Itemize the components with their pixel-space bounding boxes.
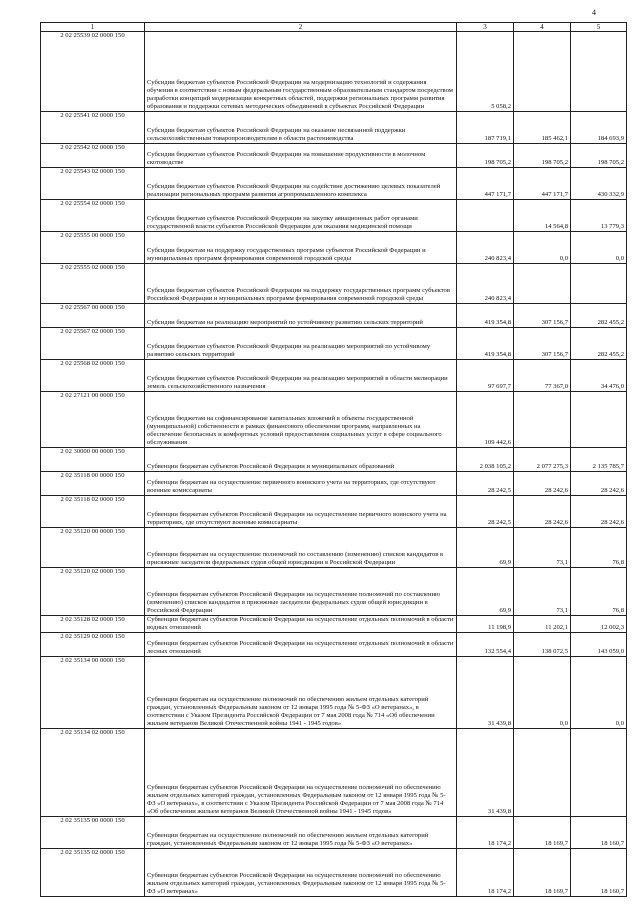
row-value-col4: 18 169,7	[514, 848, 571, 896]
row-name: Субсидии бюджетам на реализацию мероприятий по устойчивому развитию сельских территорий	[145, 304, 457, 328]
row-value-col5: 12 002,3	[571, 616, 627, 633]
row-value-col5: 184 693,9	[571, 112, 627, 144]
row-code: 2 02 25568 02 0000 150	[41, 360, 145, 392]
row-name: Субсидии бюджетам субъектов Российской Федерации на повышение продуктивности в молочном скотоводстве	[145, 144, 457, 168]
row-value-col5: 18 160,7	[571, 816, 627, 848]
row-code: 2 02 35128 02 0000 150	[41, 616, 145, 633]
row-value-col5: 34 476,0	[571, 360, 627, 392]
row-value-col3: 198 705,2	[457, 144, 514, 168]
table-row	[41, 360, 627, 392]
row-value-col5	[571, 392, 627, 448]
row-code: 2 02 25539 02 0000 150	[41, 32, 145, 112]
table-row	[41, 472, 627, 496]
row-name: Субвенции бюджетам субъектов Российской Федерации на осуществление полномочий по обеспечению жильем отдельных категорий граждан, установленных Федеральным законом от 12 января 1995 года № 5-ФЗ «О ветеранах»	[145, 848, 457, 896]
header-col-3: 3	[457, 23, 514, 32]
row-value-col3: 11 198,9	[457, 616, 514, 633]
row-value-col4: 2 077 275,3	[514, 448, 571, 472]
row-name: Субвенции бюджетам субъектов Российской Федерации на осуществление отдельных полномочий в области водных отношений	[145, 616, 457, 633]
row-value-col4: 77 367,0	[514, 360, 571, 392]
row-name: Субвенции бюджетам субъектов Российской Федерации на осуществление полномочий по обеспечению жильем отдельных категорий граждан, установленных Федеральным законом от 12 января 1995 года № 5-ФЗ «О ветеранах», в соответствии с Указом Президента Российской Федерации от 7 мая 2008 года № 714 «Об обеспечении жильем ветеранов Великой Отечественной войны 1941 - 1945 годов»	[145, 728, 457, 816]
row-value-col4: 28 242,6	[514, 472, 571, 496]
table-row	[41, 448, 627, 472]
table-row	[41, 528, 627, 568]
row-value-col3	[457, 200, 514, 232]
row-code: 2 02 25554 02 0000 150	[41, 200, 145, 232]
row-code: 2 02 35129 02 0000 150	[41, 632, 145, 656]
table-row	[41, 304, 627, 328]
row-value-col3: 187 719,1	[457, 112, 514, 144]
row-name: Субсидии бюджетам на софинансирование капитальных вложений в объекты государственной (муниципальной) собственности в рамках финансового обеспечения программ, направленных на обеспечение безопасных и комфортных условий предоставления социальных услуг в сфере социального обслуживания	[145, 392, 457, 448]
revenue-table	[40, 22, 627, 897]
row-value-col3: 28 242,5	[457, 496, 514, 528]
row-code: 2 02 35120 02 0000 150	[41, 568, 145, 616]
table-row	[41, 200, 627, 232]
table-row	[41, 112, 627, 144]
row-value-col4: 73,1	[514, 568, 571, 616]
row-name: Субвенции бюджетам на осуществление полномочий по обеспечению жильем отдельных категорий граждан, установленных Федеральным законом от 12 января 1995 года № 5-ФЗ «О ветеранах», в соответствии с Указом Президента Российской Федерации от 7 мая 2008 года № 714 «Об обеспечении жильем ветеранов Великой Отечественной войны 1941 - 1945 годов»	[145, 656, 457, 728]
row-value-col5: 430 332,9	[571, 168, 627, 200]
row-value-col3: 18 174,2	[457, 816, 514, 848]
row-code: 2 02 25567 00 0000 150	[41, 304, 145, 328]
table-row	[41, 328, 627, 360]
row-value-col4	[514, 32, 571, 112]
row-value-col3: 31 439,8	[457, 728, 514, 816]
row-value-col3: 240 823,4	[457, 232, 514, 264]
row-code: 2 02 25541 02 0000 150	[41, 112, 145, 144]
row-value-col4: 198 705,2	[514, 144, 571, 168]
row-value-col3: 5 058,2	[457, 32, 514, 112]
row-value-col3: 419 354,8	[457, 304, 514, 328]
row-code: 2 02 25555 00 0000 150	[41, 232, 145, 264]
table-row	[41, 32, 627, 112]
row-name: Субсидии бюджетам субъектов Российской Федерации на модернизацию технологий и содержания обучения в соответствии с новым федеральным государственным образовательным стандартом посредством разработки концепций модернизации конкретных областей, поддержки региональных программ развития образования и поддержки сетевых методических объединений в субъектах Российской Федерации	[145, 32, 457, 112]
row-value-col5: 282 455,2	[571, 304, 627, 328]
row-value-col3: 419 354,8	[457, 328, 514, 360]
row-code: 2 02 25542 02 0000 150	[41, 144, 145, 168]
row-value-col5	[571, 32, 627, 112]
row-name: Субсидии бюджетам на поддержку государственных программ субъектов Российской Федерации и муниципальных программ формирования современной городской среды	[145, 232, 457, 264]
row-value-col3: 18 174,2	[457, 848, 514, 896]
header-col-5: 5	[571, 23, 627, 32]
row-value-col4: 447 171,7	[514, 168, 571, 200]
row-value-col3: 69,9	[457, 568, 514, 616]
row-name: Субвенции бюджетам субъектов Российской Федерации на осуществление полномочий по составлению (изменению) списков кандидатов в присяжные заседатели федеральных судов общей юрисдикции в Российской Федерации	[145, 568, 457, 616]
row-value-col4: 28 242,6	[514, 496, 571, 528]
row-value-col4	[514, 264, 571, 304]
row-value-col5: 28 242,6	[571, 496, 627, 528]
row-value-col5: 76,8	[571, 568, 627, 616]
row-value-col3: 132 554,4	[457, 632, 514, 656]
row-value-col5: 198 705,2	[571, 144, 627, 168]
row-code: 2 02 35134 00 0000 150	[41, 656, 145, 728]
row-value-col4: 307 156,7	[514, 304, 571, 328]
table-row	[41, 848, 627, 896]
row-value-col5: 0,0	[571, 232, 627, 264]
row-name: Субвенции бюджетам на осуществление первичного воинского учета на территориях, где отсутствуют военные комиссариаты	[145, 472, 457, 496]
row-name: Субвенции бюджетам субъектов Российской Федерации на осуществление отдельных полномочий в области лесных отношений	[145, 632, 457, 656]
row-value-col4: 73,1	[514, 528, 571, 568]
row-value-col3: 240 823,4	[457, 264, 514, 304]
row-value-col4: 18 169,7	[514, 816, 571, 848]
row-code: 2 02 35120 00 0000 150	[41, 528, 145, 568]
row-value-col5: 143 059,0	[571, 632, 627, 656]
row-name: Субсидии бюджетам субъектов Российской Федерации на оказание несвязанной поддержки сельскохозяйственным товаропроизводителям в области растениеводства	[145, 112, 457, 144]
row-value-col4	[514, 392, 571, 448]
row-value-col3: 109 442,6	[457, 392, 514, 448]
row-value-col3: 69,9	[457, 528, 514, 568]
table-row	[41, 568, 627, 616]
table-row	[41, 728, 627, 816]
row-code: 2 02 35118 00 0000 150	[41, 472, 145, 496]
table-row	[41, 616, 627, 633]
row-code: 2 02 25543 02 0000 150	[41, 168, 145, 200]
row-code: 2 02 25555 02 0000 150	[41, 264, 145, 304]
header-col-1: 1	[41, 23, 145, 32]
table-header-row	[41, 23, 627, 32]
row-name: Субвенции бюджетам на осуществление полномочий по составлению (изменению) списков кандидатов в присяжные заседатели федеральных судов общей юрисдикции в Российской Федерации	[145, 528, 457, 568]
row-code: 2 02 25567 02 0000 150	[41, 328, 145, 360]
row-value-col5: 282 455,2	[571, 328, 627, 360]
row-value-col4: 11 202,1	[514, 616, 571, 633]
table-row	[41, 144, 627, 168]
row-code: 2 02 35134 02 0000 150	[41, 728, 145, 816]
row-name: Субсидии бюджетам субъектов Российской Федерации на реализацию мероприятий по устойчивому развитию сельских территорий	[145, 328, 457, 360]
row-value-col5: 13 779,3	[571, 200, 627, 232]
row-value-col3: 97 697,7	[457, 360, 514, 392]
row-name: Субсидии бюджетам субъектов Российской Федерации на реализацию мероприятий в области мелиорации земель сельскохозяйственного назначения	[145, 360, 457, 392]
row-value-col5	[571, 728, 627, 816]
table-row	[41, 632, 627, 656]
table-row	[41, 392, 627, 448]
row-value-col3: 447 171,7	[457, 168, 514, 200]
row-value-col3: 2 038 105,2	[457, 448, 514, 472]
row-value-col4: 14 564,8	[514, 200, 571, 232]
row-value-col5: 0,0	[571, 656, 627, 728]
row-value-col4: 138 072,5	[514, 632, 571, 656]
row-value-col4: 0,0	[514, 232, 571, 264]
row-value-col3: 28 242,5	[457, 472, 514, 496]
row-value-col5: 18 160,7	[571, 848, 627, 896]
table-row	[41, 656, 627, 728]
row-code: 2 02 27121 00 0000 150	[41, 392, 145, 448]
row-value-col3: 31 439,8	[457, 656, 514, 728]
row-name: Субвенции бюджетам на осуществление полномочий по обеспечению жильем отдельных категорий граждан, установленных Федеральным законом от 12 января 1995 года № 5-ФЗ «О ветеранах»	[145, 816, 457, 848]
row-value-col5: 76,8	[571, 528, 627, 568]
row-name: Субвенции бюджетам субъектов Российской Федерации и муниципальных образований	[145, 448, 457, 472]
table-row	[41, 168, 627, 200]
row-name: Субсидии бюджетам субъектов Российской Федерации на поддержку государственных программ субъектов Российской Федерации и муниципальных программ формирования современной городской среды	[145, 264, 457, 304]
table-row	[41, 496, 627, 528]
table-row	[41, 232, 627, 264]
table-row	[41, 264, 627, 304]
row-value-col5: 2 135 785,7	[571, 448, 627, 472]
page-number: 4	[592, 8, 596, 17]
row-value-col4: 185 462,1	[514, 112, 571, 144]
header-col-2: 2	[145, 23, 457, 32]
row-name: Субсидии бюджетам субъектов Российской Федерации на закупку авиационных работ органами государственной власти субъектов Российской Федерации для оказания медицинской помощи	[145, 200, 457, 232]
row-value-col5	[571, 264, 627, 304]
row-value-col4	[514, 728, 571, 816]
row-code: 2 02 35118 02 0000 150	[41, 496, 145, 528]
row-name: Субвенции бюджетам субъектов Российской Федерации на осуществление первичного воинского учета на территориях, где отсутствуют военные комиссариаты	[145, 496, 457, 528]
row-code: 2 02 35135 00 0000 150	[41, 816, 145, 848]
row-value-col5: 28 242,6	[571, 472, 627, 496]
row-code: 2 02 30000 00 0000 150	[41, 448, 145, 472]
header-col-4: 4	[514, 23, 571, 32]
row-code: 2 02 35135 02 0000 150	[41, 848, 145, 896]
row-value-col4: 307 156,7	[514, 328, 571, 360]
table-row	[41, 816, 627, 848]
row-value-col4: 0,0	[514, 656, 571, 728]
row-name: Субсидии бюджетам субъектов Российской Федерации на содействие достижению целевых показателей реализации региональных программ развития агропромышленного комплекса	[145, 168, 457, 200]
